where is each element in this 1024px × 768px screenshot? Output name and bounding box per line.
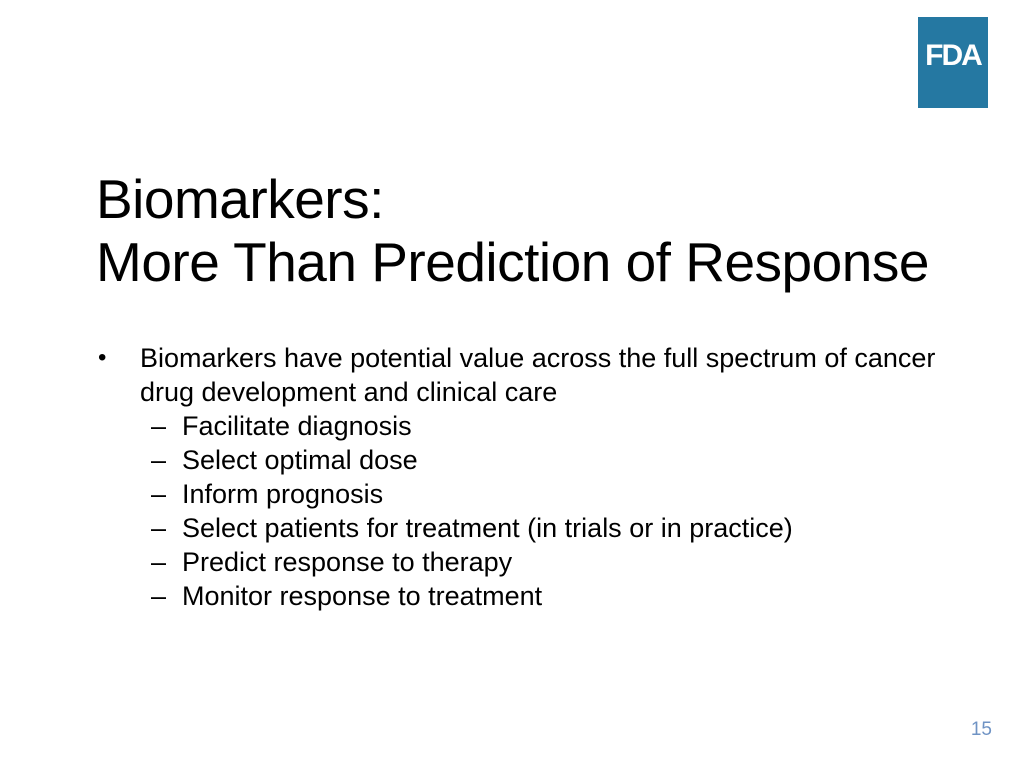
sub-bullet-marker: – [151,479,167,509]
sub-bullet-item [151,443,936,477]
sub-bullet-label: Predict response to therapy [182,547,513,577]
sub-bullet-label: Monitor response to treatment [182,581,543,611]
bullet-text-line2: drug development and clinical care [140,377,558,407]
sub-bullet-label: Inform prognosis [182,479,384,509]
sub-bullet-marker: – [151,581,167,611]
sub-bullet-item [151,579,936,613]
bullet-marker: • [98,344,107,371]
sub-bullet-label: Select patients for treatment (in trials or in practice) [182,513,793,543]
sub-bullet-label: Select optimal dose [182,445,418,475]
bullet-text [140,341,936,409]
sub-bullet-item [151,545,936,579]
slide-title-line1: Biomarkers: [96,168,384,230]
sub-bullet-marker: – [151,445,167,475]
sub-bullet-marker: – [151,513,167,543]
fda-logo-text: FDA [925,39,981,72]
slide-body [96,341,936,613]
sub-bullet-item [151,477,936,511]
sub-bullet-marker: – [151,411,167,441]
sub-bullet-marker: – [151,547,167,577]
fda-logo [918,17,988,108]
sub-bullet-label: Facilitate diagnosis [182,411,412,441]
slide-title-line2: More Than Prediction of Response [96,231,929,293]
sub-bullet-item [151,409,936,443]
sub-bullet-item [151,511,936,545]
bullet-item [96,341,936,409]
sub-bullet-list [151,409,936,613]
bullet-text-line1: Biomarkers have potential value across the full spectrum of cancer [140,343,936,373]
slide-title [96,168,929,294]
page-number: 15 [970,719,992,740]
